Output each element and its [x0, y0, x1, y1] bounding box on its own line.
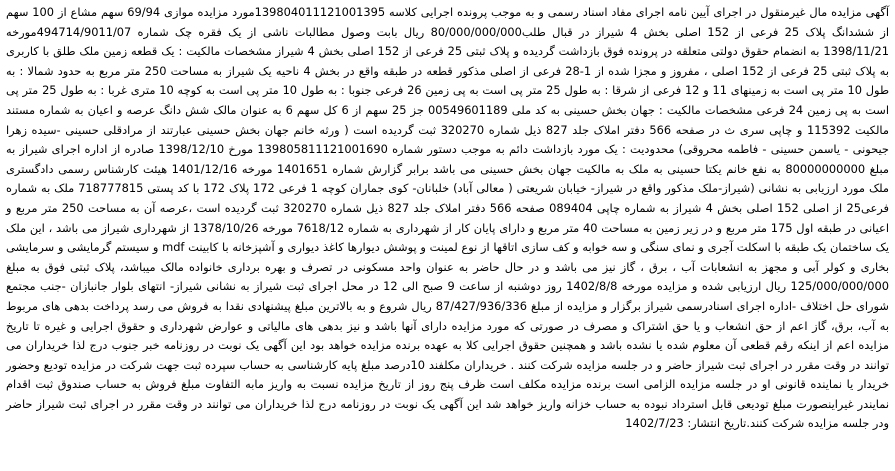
notice-text: آگهی مزایده مال غیرمنقول در اجرای آیین نامه اجرای مفاد اسناد رسمی و به موجب پرونده اجرایی کلاسه 139804011121001395مورد مزایده موازی 69/94 سهم مشاع از 100 سهم از ششدانگ پلاک 25 فرعی از 152 اصلی بخش 4 شیراز در قبال طلب80/000/000/000 ریال بابت وصول مطالبات ناشی از یک فقره چک شماره 494714/9011/07مورخه 1398/11/21 به انضمام حقوق دولتی متعلقه در پرونده فوق بازداشت گردیده و پلاک ثبتی 25 فرعی از 152 اصلی بخش 4 شیراز مشخصات مالکیت : یک قطعه زمین ملک طلق با کاربری به پلاک ثبتی 25 فرعی از 152 اصلی ، مفروز و مجزا شده از 1-28 فرعی از اصلی مذکور قطعه در طبقه واقع در بخش 4 ناحیه یک شیراز به مساحت 250 متر مربع به حدود شمالا : به طول 10 متر پی است به زمینهای 11 و 12 فرعی از شرقا : به طول 25 متر پی است به پی زمین 26 فرعی جنوبا : به طول 10 متر پی است به کوچه 10 متری غربا : به طول 25 متر پی است به پی زمین 24 فرعی مشخصات مالکیت : جهان بخش حسینی به کد ملی 00549601189 جز 25 سهم از 6 کل سهم 6 به عنوان مالک شش دانگ عرصه و اعیان به شماره مستند مالکیت 115392 و چاپی سری ث در صفحه 566 دفتر املاک جلد 827 ذیل شماره 320270 ثبت گردیده است ( ورثه خانم جهان بخش حسینی عبارتند از مرادقلی حسینی -سیده زهرا جیحونی - یاسمن حسینی - فاطمه محروقی) محدودیت : یک مورد بازداشت دائم به موجب دستور شماره 139805811121001690 مورخ 1398/12/10 صادره از اداره اجرای شیراز به مبلغ 80000000000 به نفع خانم یکتا حسینی به ملک به مالکیت جهان بخش حسینی می باشد برابر گزارش شماره 1401651 مورخه 1401/12/16 هیئت کارشناس رسمی دادگستری ملک مورد ارزیابی به نشانی (شیراز-ملک مذکور واقع در شیراز- خیابان شریعتی ( معالی آباد) خلبانان- کوی جماران کوچه 1 فرعی 172 پلاک 172 با کد پستی 718777815 ملک به شماره فرعی25 از اصلی 152 اصلی بخش 4 شیراز به شماره چاپی 089404 صفحه 566 دفتر املاک جلد 827 ذیل شماره 320270 ثبت گردیده است ،عرصه آن به مساحت 250 متر مربع و اعیانی در طبقه اول 175 متر مربع و در زیر زمین به مساحت 40 متر مربع و دارای پایان کار از شهرداری به شماره 7618/12 مورخه 1378/10/26 از شهرداری شیراز می باشد ، این ملک یک ساختمان یک طبقه با اسکلت آجری و نمای سنگی و سه خوابه و کف سازی اتاقها از نوع لمینت و پوشش دیوارها کاغذ دیواری و آشپزخانه با کابینت mdf و سیستم گرمایشی و سرمایشی بخاری و کولر آبی و مجهز به انشعابات آب ، برق ، گاز نیز می باشد و در حال حاضر به عنوان واحد مسکونی در تصرف و بهره برداری خانواده مالک میباشد، پلاک ثبتی فوق به مبلغ 125/000/000/000 ریال ارزیابی شده و مزایده مورخه 1402/8/8 روز دوشنبه از ساعت 9 صبح الی 12 در محل اجرای ثبت شیراز به نشانی شیراز- انتهای بلوار جانبازان -جنب مجتمع شورای حل اختلاف -اداره اجرای اسنادرسمی شیراز برگزار و مزایده از مبلغ 87/427/936/336 ریال شروع و به بالاترین مبلغ پیشنهادی نقدا به فروش می رسد پرداخت بدهی های مربوط به آب، برق، گاز اعم از حق انشعاب و یا حق اشتراک و مصرف در صورتی که مورد مزایده دارای آنها باشد و نیز بدهی های مالیاتی و عوارض شهرداری و حقوق اجرایی و غیره تا تاریخ مزایده اعم از اینکه رقم قطعی آن معلوم شده یا نشده باشد و همچنین حقوق اجرایی کلا به عهده برنده مزایده خواهد بود این آگهی یک نوبت در روزنامه خبر جنوب درج لذا خریداران می توانند در وقت مقرر در اجرای ثبت شیراز حاضر و در جلسه مزایده شرکت کنند . خریداران مکلفند 10درصد مبلغ پایه کارشناسی به حساب سپرده ثبت جهت شرکت در مزایده تودیع وحضور خریدار یا نماینده قانونی او در جلسه مزایده الزامی است برنده مزایده مکلف است ظرف پنج روز از تاریخ مزایده نسبت به واریز مابه التفاوت مبلغ فروش به حساب صندوق ثبت اقدام نمایندر غیراینصورت مبلغ تودیعی قابل استرداد نبوده به حساب خزانه واریز خواهد شد این آگهی یک نوبت در روزنامه درج لذا خریداران می توانند در وقت مقرر در اجرای ثبت شیراز حاضر ودر جلسه مزایده شرکت کنند.تاریخ انتشار: 1402/7/23 [6, 5, 890, 431]
